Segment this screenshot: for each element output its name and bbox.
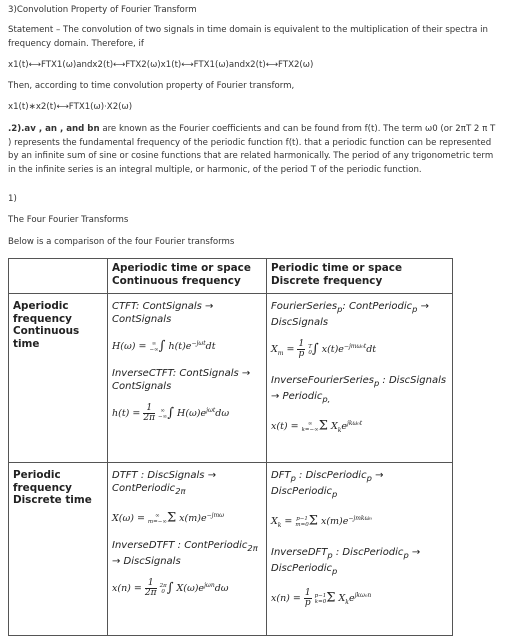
dtft-label-a: DTFT : DiscSignals → ContPeriodic [112, 470, 217, 494]
cell-dtft [108, 463, 267, 636]
dtft-label-sub: 2π [175, 486, 186, 496]
section-title: 3)Convolution Property of Fourier Transform [8, 5, 197, 15]
dft-equation: $X_k$ = p−1 m=0 Σ $x(m)e^{-jmk\omega_0}$ [271, 513, 372, 530]
ifs-label-sub2: p, [322, 394, 331, 405]
if-line: x1(t)⟷FTX1(ω)andx2(t)⟷FTX2(ω)x1(t)⟷FTX1(ω)andx2(t)⟷FTX2(ω) [8, 60, 314, 70]
row-header-aperiodic-frequency: Aperiodic frequency Continuous time [9, 294, 108, 463]
dft-label-b: : DiscPeriodic [295, 470, 367, 481]
cell-dft [267, 463, 453, 636]
table-header-row [9, 259, 453, 294]
dft-label-sub: p [290, 473, 296, 483]
inverse-ctft-label: InverseCTFT: ContSignals → ContSignals [112, 368, 251, 393]
item-number: 1) [8, 194, 17, 204]
fs-label-sub: p [337, 304, 343, 314]
dft-label [271, 469, 448, 501]
dft-label-sub2: p [366, 473, 372, 483]
fs-label-b: : ContPeriodic [342, 301, 413, 312]
inverse-ctft-equation: h(t) = $\frac{1}{2\pi}$ ∞ −∞ ∫ $H(\omega)e^{j\omega t}d\omega$ [112, 403, 230, 424]
idtft-label-sub: 2π [247, 543, 258, 554]
idft-label-b: : DiscPeriodic [332, 547, 404, 559]
dtft-equation: X(ω) = ∞ m=−∞ Σ $x(m)e^{-jm\omega}$ [112, 510, 225, 526]
inverse-dtft-equation: x(n) = $\frac{1}{2\pi}$ 2π 0 ∫ $X(\omega)e^{j\omega n}d\omega$ [112, 578, 229, 599]
fourier-series-label [271, 300, 448, 329]
coefficients-text: are known as the Fourier coefficients and can be found from f(t). The term ω0 (or 2πT 2 π T ) represents the fundamental frequency of the periodic function f(t). that a periodic function can be represented by an infinite sum of sine or cosine functions that are related harmonically. The period of any trigonometric term in the infinite series is an integral multiple, or harmonic, of the period T of the periodic function. [8, 124, 496, 175]
inverse-fourier-series-label [271, 374, 448, 406]
statement-paragraph: Statement – The convolution of two signals in time domain is equivalent to the multiplication of their spectra in frequency domain. Therefore, if [8, 25, 488, 49]
idtft-label-b: → DiscSignals [112, 556, 181, 568]
cell-ctft [108, 294, 267, 463]
fs-label-sub2: p [412, 304, 418, 314]
ifs-label-sub: p [373, 378, 380, 389]
table-row [9, 463, 453, 636]
four-transforms-title: The Four Fourier Transforms [8, 215, 129, 225]
idft-label-c: → DiscPeriodic [271, 547, 421, 575]
inverse-fourier-series-equation: x(t) = ∞ k=−∞ Σ $X_ke^{jk\omega_0t}$ [271, 418, 363, 435]
fs-label-a: FourierSeries [271, 301, 338, 312]
fs-label-c: → DiscSignals [271, 301, 430, 328]
dft-label-a: DFT [271, 470, 291, 481]
dtft-label [112, 469, 262, 498]
convolution-line: x1(t)∗x2(t)⟷FTX1(ω)⋅X2(ω) [8, 102, 133, 112]
table-row [9, 294, 453, 463]
idft-label-a: InverseDFT [271, 547, 328, 559]
inverse-dft-equation: x(n) = $\frac{1}{p}$ p−1 k=0 Σ $X_ke^{jk\omega_0n}$ [271, 588, 372, 609]
idft-label-sub2: p [403, 550, 409, 561]
inverse-dft-label [271, 546, 448, 578]
table-corner-cell [9, 259, 108, 294]
ifs-label-a: InverseFourierSeries [271, 375, 374, 387]
row-header-periodic-frequency: Periodic frequency Discrete time [9, 463, 108, 636]
ifs-label-b: : DiscSignals → Periodic [271, 375, 447, 403]
ctft-label: CTFT: ContSignals → ContSignals [112, 301, 214, 325]
fourier-series-equation: $X_m$ = $\frac{1}{p}$ T 0 ∫ $x(t)e^{-jm\omega_0t}dt$ [271, 339, 377, 360]
comparison-intro: Below is a comparison of the four Fourier transforms [8, 237, 235, 247]
idtft-label-a: InverseDTFT : ContPeriodic [112, 540, 248, 552]
col-header-aperiodic: Aperiodic time or space Continuous frequency [108, 259, 267, 294]
inverse-dtft-label [112, 539, 262, 568]
idft-label-sub: p [327, 550, 333, 561]
cell-fourier-series [267, 294, 453, 463]
col-header-periodic: Periodic time or space Discrete frequency [267, 259, 453, 294]
idft-label-sub3: p [332, 566, 338, 577]
coefficients-bold: .2).av , an , and bn [8, 124, 100, 134]
then-line: Then, according to time convolution property of Fourier transform, [8, 81, 295, 91]
fourier-comparison-table [8, 258, 453, 636]
dft-label-c: → DiscPeriodic [271, 470, 384, 497]
ctft-equation: H(ω) = ∞ −∞ ∫ $h(t)e^{-j\omega t}dt$ [112, 338, 216, 354]
dft-label-sub3: p [332, 489, 338, 499]
coefficients-paragraph [8, 123, 498, 177]
